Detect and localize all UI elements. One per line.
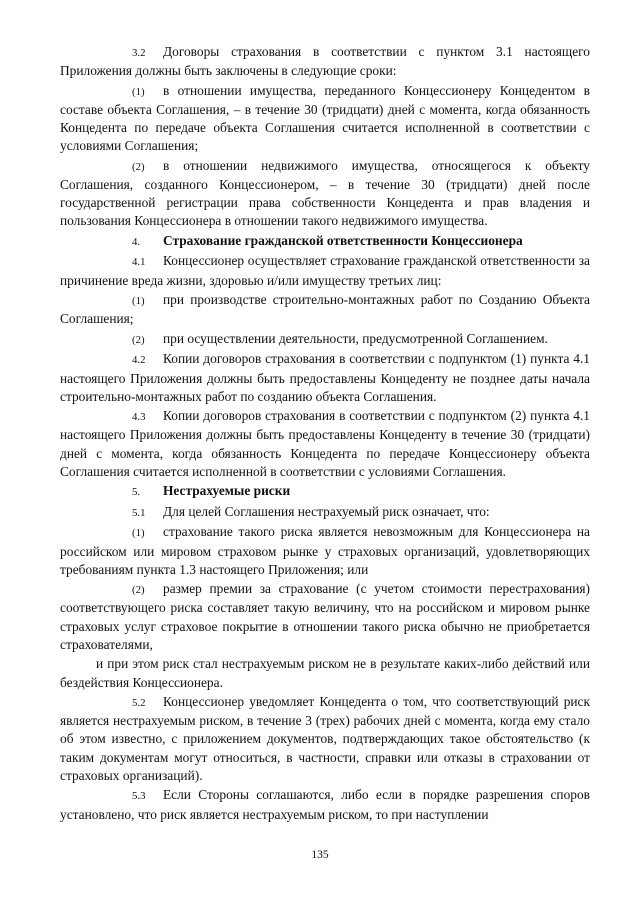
paragraph — [60, 43, 590, 80]
clause-text: в отношении имущества, переданного Концессионеру Концедентом в составе объекта Соглашения, – в течение 30 (тридцати) дней с момента, когда обязанность Концедента по передаче объекта Соглашения считается исполненной в соответствии с условиями Соглашения; — [60, 82, 590, 154]
clause-number: 4. — [132, 235, 141, 248]
clause-number: 4.2 — [132, 354, 146, 367]
paragraph — [60, 350, 590, 406]
clause-number: 5.1 — [132, 506, 146, 519]
clause-text: Нестрахуемые риски — [163, 483, 291, 499]
clause-text: Концессионер уведомляет Концедента о том, что соответствующий риск является нестрахуемым риском, в течение 3 (трех) рабочих дней с момента, когда ему стало об этом известно, с приложением документов, подтверждающих такое обстоятельство (к таким документам могут относиться, в частности, справки или отказы в страховании от страховых организаций). — [60, 694, 590, 783]
clause-number: 5. — [132, 486, 141, 499]
paragraph — [60, 157, 590, 231]
clause-text: страхование такого риска является невозможным для Концессионера на российском или мировом страховом рынке у страховых организаций, удовлетворяющих требованиям пункта 1.3 настоящего Приложения; или — [60, 524, 590, 577]
paragraph — [60, 693, 590, 785]
paragraph — [60, 330, 590, 349]
paragraph — [60, 407, 590, 481]
paragraph — [60, 786, 590, 823]
clause-number: (1) — [132, 85, 145, 98]
clause-text: и при этом риск стал нестрахуемым риском не в результате каких-либо действий или бездействия Концессионера. — [60, 656, 590, 690]
clause-number: 3.2 — [132, 47, 146, 59]
paragraph — [60, 580, 590, 654]
paragraph — [60, 523, 590, 579]
clause-number: (2) — [132, 160, 145, 173]
clause-text: Концессионер осуществляет страхование гражданской ответственности за причинение вреда жизни, здоровью и/или имуществу третьих лиц: — [60, 253, 590, 288]
clause-text: Для целей Соглашения нестрахуемый риск означает, что: — [163, 503, 490, 519]
clause-text: Копии договоров страхования в соответствии с подпунктом (1) пункта 4.1 настоящего Приложения должны быть предоставлены Концеденту не позднее даты начала строительно-монтажных работ по созданию объекта Соглашения. — [60, 351, 590, 404]
page-number: 135 — [311, 849, 329, 861]
paragraph — [60, 82, 590, 156]
paragraph — [60, 291, 590, 328]
document-body — [60, 43, 590, 825]
clause-text: Договоры страхования в соответствии с пунктом 3.1 настоящего Приложения должны быть заключены в следующие сроки: — [60, 44, 590, 79]
clause-text: Страхование гражданской ответственности Концессионера — [163, 232, 523, 248]
clause-number: 4.1 — [132, 256, 146, 269]
section-heading — [60, 232, 590, 251]
paragraph — [60, 655, 590, 691]
clause-text: Копии договоров страхования в соответствии с подпунктом (2) пункта 4.1 настоящего Приложения должны быть предоставлены Концеденту в течение 30 (тридцати) дней с момента, когда обязанность Концедента по передаче Концессионеру объекта Соглашения считается исполненной в соответствии с условиями Соглашения. — [60, 408, 590, 479]
clause-number: 5.2 — [132, 697, 146, 710]
clause-number: 5.3 — [132, 790, 146, 803]
clause-number: (2) — [132, 584, 145, 597]
paragraph — [60, 252, 590, 289]
clause-text: при производстве строительно-монтажных работ по Созданию Объекта Соглашения; — [60, 292, 590, 327]
clause-number: 4.3 — [132, 411, 146, 424]
clause-text: размер премии за страхование (с учетом стоимости перестрахования) соответствующего риска составляет такую величину, что на российском и мировом рынке страховых услуг страховое покрытие в отношении такого риска обычно не приобретается страхователями, — [60, 581, 590, 652]
clause-text: при осуществлении деятельности, предусмотренной Соглашением. — [163, 330, 548, 346]
clause-text: в отношении недвижимого имущества, относящегося к объекту Соглашения, созданного Концессионером, – в течение 30 (тридцати) дней после государственной регистрации права собственности Концедента и прав владения и пользования Концессионера в отношении такого недвижимого имущества. — [60, 157, 590, 229]
clause-text: Если Стороны соглашаются, либо если в порядке разрешения споров установлено, что риск является нестрахуемым риском, то при наступлении — [60, 787, 590, 822]
paragraph — [60, 503, 590, 522]
clause-number: (1) — [132, 295, 145, 308]
clause-number: (2) — [132, 333, 145, 346]
section-heading — [60, 482, 590, 501]
clause-number: (1) — [132, 527, 145, 540]
